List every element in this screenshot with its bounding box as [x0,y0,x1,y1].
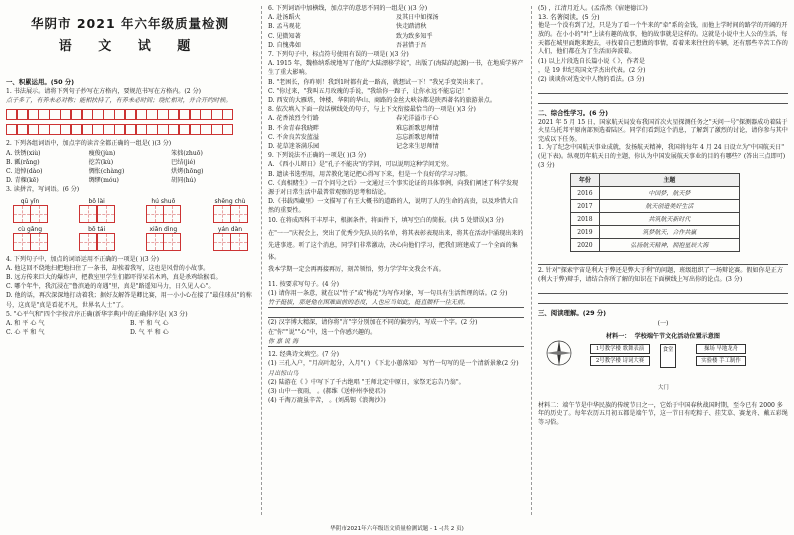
q9-option-c: C.《真相赌生》一百个问号之后》一文通过三个事实论证的具体事例，向我们阐述了科学发现源于对日常生活中最普常观察的思考和结论。 [268,179,519,197]
page-footer: 华阴市2021年六年级语文质量检测试题 - 1 -(共 2 页) [330,526,464,532]
q6-option-c: C. 见微知著 致为致多知乎 [268,32,433,40]
answer-box[interactable] [6,205,54,223]
q10-passage-2: 我本学期一定会再再接再厉，刻苦领悟，努力学学年文我会不高。 [268,265,445,273]
column-divider [261,6,262,515]
question-10: 10. 在将成西科干丰厚丰，根据条件，将面件下，填写空白的简报。(共 5 处错误)(3 分) [268,216,504,224]
reading-number: (一) [657,319,669,327]
q6-option-a: A. 赴汤蹈火 及其日中如探汤 [268,14,439,22]
material-1-label: 材料一： [606,332,631,340]
lab-building: 实验楼 手工制作 [696,356,746,366]
table-row: 2020 弘扬航天精神，拥抱星辰大海 [571,239,740,252]
playground: 操场 旱地龙舟 [696,344,746,354]
answer-box[interactable] [6,233,54,251]
q10-passage: 在"一一"庆祝会上，突出了优秀少先队员的名单，将其表彰表现出来，将其在活动中涌现出来的先进事迹。听了这个消息，同学们非常激动，决心向他们学习，把我们班建成了一个全面的集体。 [268,229,524,261]
q8-option-a: A. 花香浓烈令行路 春光洋溢市子心 [268,115,439,123]
main-gate: 大门 [658,384,669,391]
q12-part-2: (2) 陆游在《 》中写下了千古绝唱 "王师北定中原日，家祭无忘告乃翁"。 [268,378,465,386]
q7-option-a: A. 1915 年，魏格纳系统地写了他的"大陆漂移学说"，出版了(海陆的起源)一书，在地质学界产生了重大影响。 [268,60,524,77]
building-1: 1号教学楼 歌舞表演 [590,344,650,354]
q7-option-d: D. 西安的大雁塔，钟楼、华阴的华山、商路的金丝大峡谷都是陕西著名的旅游景点。 [268,97,496,105]
question-5: 5. "心平气和"四个字按音序正确(新华字典)中的正确排序是( )(3 分) [6,310,188,318]
question-2: 2. 下列各组词语中，加点字的读音全都正确的一组是( )(3 分) [6,140,172,148]
section-2-heading: 二、综合性学习。(6 分) [538,109,609,118]
section-2-intro: 2021 年 5 月 15 日，国家航天局发布我国首次火星探测任务之"天问一号"探测器成功着陆于火星乌托邦平原南部预选着陆区。同学们看到这个消息，了解到了激烈的讨论，请你参与其中完成以下任务。 [538,118,788,143]
space-day-theme-table: 年份 主题 2016 中国梦，航天梦 2017 航天创造美好生活 2018 共筑航天新时代 2019 筑梦航天，合作共赢 2020 弘扬航天精神，拥抱星辰大海 [570,173,740,252]
section-2-task-1: 1. 为了纪念中国航天事业成就，发扬航天精神，我国将每年 4 月 24 日设立为"中国航天日"(见下表)。纵观历年航天日的主题，你认为中国发展航天事业的目的有哪些？(答出三点即可)(3 分) [538,144,786,169]
answer-line[interactable] [538,284,788,294]
answer-box[interactable] [206,233,254,251]
table-row: 2018 共筑航天新时代 [571,213,740,226]
q13-part-2: (2) 谈谈你对选文中人物的看法。(3 分) [538,76,645,84]
q8-option-d: D. 花草迷茶满乐园 记念来生思师情 [268,143,439,151]
q7-option-b: B. "老困长，你昨则！我到1时都有此一路高，就想试一下！"我兄手变笑出来了。 [268,78,487,86]
q11-answer-1[interactable]: 竹子挺拔，那是他在困难面前的态度，人也应当如此，挺直腰杆一往无前。 [268,298,524,308]
table-row: 2017 航天创造美好生活 [571,200,740,213]
q12-part-1: (1) 三孔入户，"月高叶起分，入月"( ) 《下北小蕙落知》 写竹一句写的是一个清新景象(2 分) [268,360,519,368]
answer-box[interactable] [73,233,121,251]
activity-location-map [538,332,788,398]
q12-part-5: (5) ，江清月近人。(孟浩然《宿建德江》) [538,5,648,12]
pinyin-row-2: cù gǎng bō tái xiǎn dìng yán dàn [6,225,254,251]
writing-grid-1[interactable] [6,109,254,120]
q2-option-a: A. 铁锈(xiù) 瘦俊(jùn) 笨拙(zhuō) [6,149,203,157]
column-divider [531,6,532,515]
q8-option-c: C. 不舍良苦发蓝溢 忘忘新歌思师情 [268,133,439,141]
q2-option-b: B. 瓤(rǎng) 挖苦(kù) 巴结(jié) [6,158,196,166]
q11-answer-2[interactable]: 你 嘉 说 海 [268,337,524,347]
exam-title: 华阴市 2021 年六年级质量检测 [31,16,229,31]
section-2-task-2: 2. 针对"探索宇宙是利大于弊还是弊大于利"的问题，班级组织了一场辩论赛。假如你是正方(利大于弊)辩手，请结合你所了解的知识在下面横线上写出你的论点。(3 分) [538,267,783,283]
q12-answer-1[interactable]: 月出惊山鸟 [268,369,299,377]
q11-part-1: (1) 请你用一条意，就在以"竹子"或"梅花"为写作对象，写一句具有生活哲理的话。(2 分) [268,290,508,298]
q4-option-c: C. 哪个年牛，我沉浸在"鲁滨逊的奇遇"里，真是"路遥知马力，日久见人心"。 [6,283,215,291]
question-4: 4. 下列句子中，加点的词语运用不正确的一项是( )(3 分) [6,255,159,263]
answer-box[interactable] [73,205,121,223]
answer-box[interactable] [139,205,187,223]
question-8: 8. 依次填入下面一段话横线处的句子，与上下文衔接最恰当的一项是( )(3 分) [268,106,476,114]
q4-option-b: B. 远方传来巨大的爆炸声，把教室里学生们都吓得呆若木鸡，真是杀鸡给猴看。 [6,274,222,282]
q5-options: A. 和 平 心 气 B. 平 和 气 心 C. 心 平 和 气 D. 气 平 和 心 [6,320,169,337]
section-1-heading: 一、积累运用。(50 分) [6,78,75,86]
answer-line[interactable] [268,308,524,318]
question-7: 7. 下列句子中，标点符号使用有误的一项是( )(3 分) [268,51,409,59]
building-2: 2号教学楼 诗词大赛 [590,356,650,366]
column-1 [6,4,254,517]
q12-part-3: (3) 山中一夜雨， 。(郝维《送梓州李使君》) [268,387,386,395]
material-2: 材料二：端午节是中华民族的传统节日之一，它始于中国春秋战国时期，至今已有 2000 多年的历史了。每年农历五月初五都是端午节，这一节日有吃粽子、挂艾草、赛龙舟、戴五彩绳等习俗。 [538,401,788,426]
question-9: 9. 下列说法不正确的一项是( )(3 分) [268,152,367,160]
q9-option-d: D.《书载西藏里》一文描写了有王大概书的道路的人，说明了人的生命的高贵，以及珍惜大自然的重要性。 [268,198,519,215]
q13-passage: 他是一个没有到了过，只是为了看一个牛来的"牵"系的金钱，而他上学时间的路学的开阔的开放的。在小小的"叶"上读有趣的故事，他的故事就是这样的。这就是小说中主人公的生活，每天都在城里面跑来跑去，寻找着自己想做的事情，看着来来往往的车辆，还有那些辛苦工作的人们，他们都在为了生活而奔波着。 [538,22,788,56]
answer-box[interactable] [139,233,187,251]
question-1-text: 点子多了，有养未必对称；能相扶持了，有养未必时间；绕忙相对，并合开约时候。 [6,97,232,105]
compass-icon [544,338,574,368]
q9-option-a: A. 《西小儿辩日》是"孔子不能决"的学问，可以说明这种学问无穷。 [268,161,453,169]
cafeteria: 食堂 [660,344,676,368]
q12-part-4: (4) 千淘万漉虽辛苦， 。(刘禹锡《浪淘沙》) [268,397,386,405]
q11-part-2-hint: 在"你""说""心"中，选一个你感兴趣的。 [268,328,377,336]
table-row: 2019 筑梦航天，合作共赢 [571,226,740,239]
q9-option-b: B. 遗读书选型用，用苦教化笔记把心得写下来，但是一个良好的学习习惯。 [268,170,472,178]
q4-option-d: D. 他的话，再次深深地打动着我；据好友解答是卿比赛，用一小小心在接了"最佳球员"的称号，这真是"真是看花不凡，世界名人士"了。 [6,292,252,309]
exam-subtitle: 语 文 试 题 [58,39,202,54]
q6-option-d: D. 自愧弗如 吾甚惜于吾 [268,41,427,49]
q2-option-c: C. 追悼(dào) 惆怅(chàng) 烘烤(hōng) [6,168,204,175]
question-13: 13. 名著阅读。(5 分) [538,13,600,22]
q11-part-2: (2) 汉字博大精深，请你将"言"字分别加在不同的偏旁内，写成一个字。(2 分) [268,319,478,327]
answer-line[interactable] [538,255,788,265]
column-3 [538,4,788,517]
q6-option-b: B. 孟马观花 快走踏清秋 [268,23,427,31]
pinyin-row-1: qū yǐn bō lài hú shuō shēng chù [6,197,254,223]
question-6: 6. 下列词语中加横线，加点字的意思不同的一组是( )(3 分) [268,5,428,12]
q13-part-1b: ，是 19 世纪英国文学杰出代表。(2 分) [538,66,646,74]
q7-option-c: C. "你过来，"我叫五月玫瑰的手说，"我给你一蹄子，让你永远不能忘记！" [268,87,471,95]
answer-line[interactable] [538,84,788,94]
q8-option-b: B. 不舍青春我晓畔 难忘新歌思师情 [268,124,439,132]
column-2 [268,4,524,517]
writing-grid-2[interactable] [6,124,254,135]
answer-line[interactable] [538,294,788,304]
question-11: 11. 按要求写句子。(4 分) [268,280,339,288]
answer-box[interactable] [206,205,254,223]
question-3: 3. 读拼音，写词语。(6 分) [6,186,80,194]
q2-option-d: D. 青稞(kē) 绸缪(móu) 胡同(hú) [6,177,196,185]
section-3-heading: 三、阅读理解。(29 分) [538,309,607,318]
answer-line[interactable] [538,94,788,104]
table-row: 2016 中国梦，航天梦 [571,187,740,200]
question-1: 1. 书法展示。请将下列句子抄写在方格内，要规范书写在方格内。(2 分) [6,88,202,96]
map-title: 学校端午节文化活动位置示意图 [634,332,720,340]
q4-option-a: A. 他这回不绕地扫把地扫住了一条书，却挨着我写，这也是风骨的小故事。 [6,264,210,272]
question-12: 12. 经典诗文填空。(7 分) [268,351,339,359]
q13-part-1: (1) 以上片段选自长篇小说《 》，作者是 [538,57,645,65]
